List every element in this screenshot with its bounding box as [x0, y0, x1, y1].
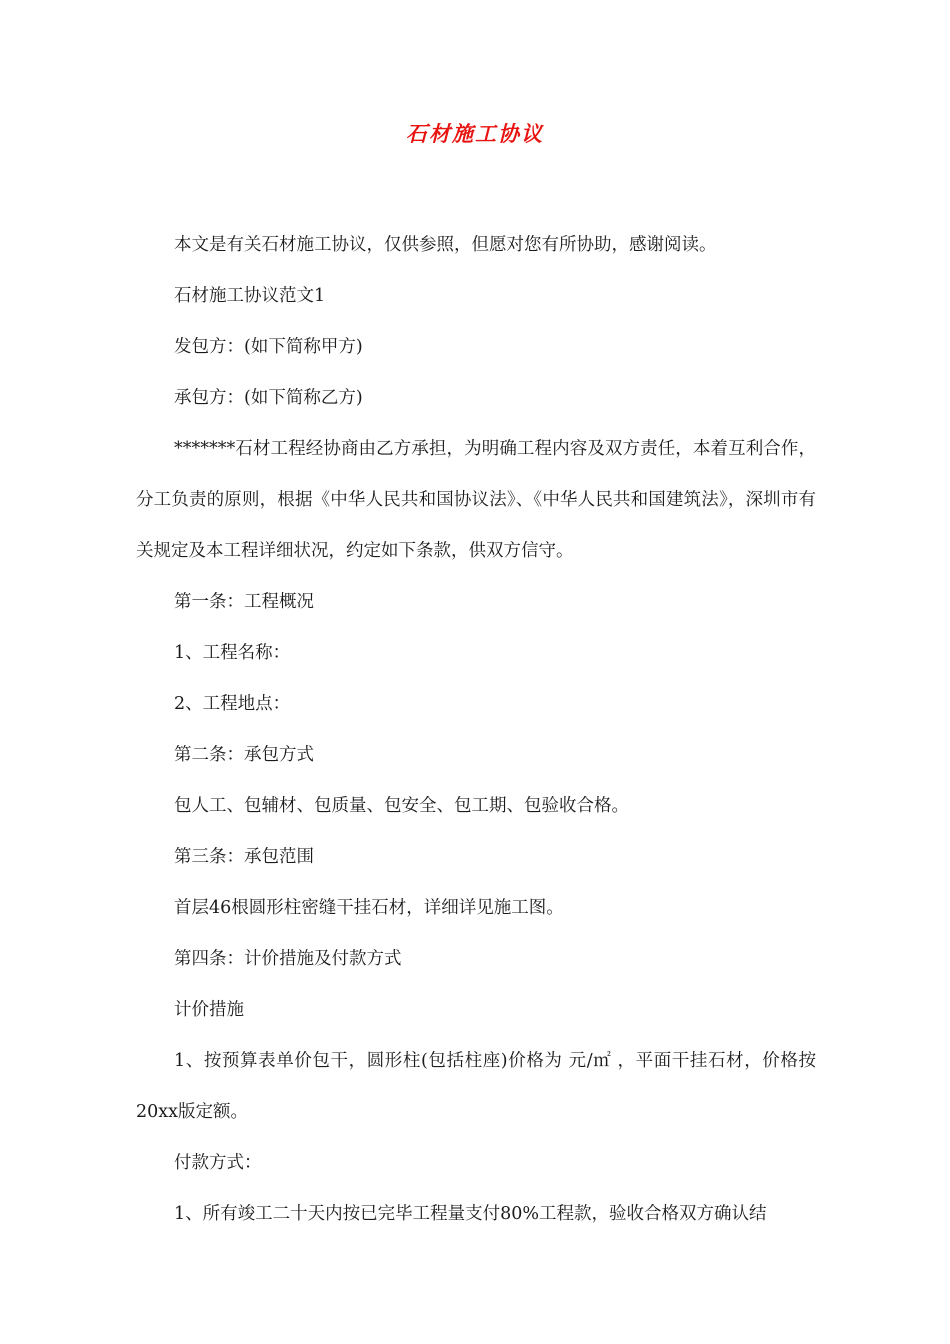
paragraph-article-4: 第四条：计价措施及付款方式 [174, 949, 402, 969]
paragraph-payment-heading: 付款方式： [174, 1153, 262, 1173]
paragraph-intro: 本文是有关石材施工协议，仅供参照，但愿对您有所协助，感谢阅读。 [174, 235, 717, 255]
paragraph-sample-heading: 石材施工协议范文1 [174, 286, 326, 306]
paragraph-project-location: 2、工程地点： [174, 694, 291, 714]
paragraph-party-b: 承包方：(如下简称乙方) [174, 388, 363, 408]
paragraph-party-a: 发包方：(如下简称甲方) [174, 337, 363, 357]
paragraph-scope: 首层46根圆形柱密缝干挂石材，详细详见施工图。 [174, 898, 564, 918]
paragraph-pricing-heading: 计价措施 [174, 1000, 244, 1020]
paragraph-payment-1: 1、所有竣工二十天内按已完毕工程量支付80%工程款，验收合格双方确认结 [174, 1204, 767, 1224]
paragraph-project-name: 1、工程名称： [174, 643, 291, 663]
paragraph-pricing-1: 1、按预算表单价包干，圆形柱(包括柱座)价格为 元/㎡ ，平面干挂石材，价格按20xx版定额。 [136, 1051, 816, 1122]
document-body [136, 220, 816, 1240]
paragraph-article-2: 第二条：承包方式 [174, 745, 314, 765]
paragraph-article-1: 第一条：工程概况 [174, 592, 314, 612]
document-title: 石材施工协议 [406, 121, 544, 146]
paragraph-article-3: 第三条：承包范围 [174, 847, 314, 867]
paragraph-contract-mode: 包人工、包辅材、包质量、包安全、包工期、包验收合格。 [174, 796, 629, 816]
paragraph-preamble: *******石材工程经协商由乙方承担，为明确工程内容及双方责任，本着互利合作，分工负责的原则，根据《中华人民共和国协议法》、《中华人民共和国建筑法》，深圳市有关规定及本工程详细状况，约定如下条款，供双方信守。 [136, 439, 816, 561]
